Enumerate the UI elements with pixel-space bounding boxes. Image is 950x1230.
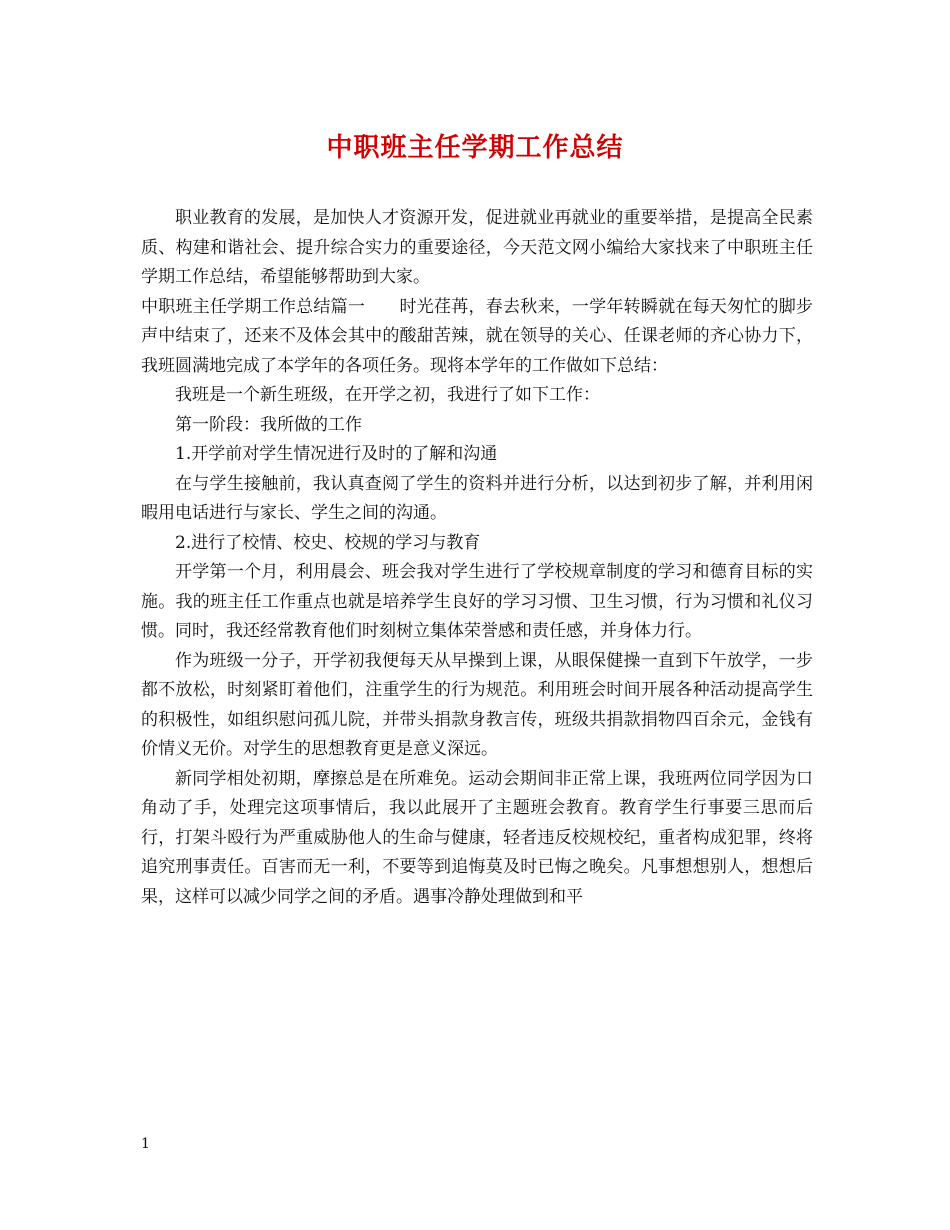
paragraph-intro: 职业教育的发展，是加快人才资源开发，促进就业再就业的重要举措，是提高全民素质、构建和谐社会、提升综合实力的重要途径，今天范文网小编给大家找来了中职班主任学期工作总结，希望能够帮助到大家。: [141, 208, 813, 287]
paragraph-new-classmates: 新同学相处初期，摩擦总是在所难免。运动会期间非正常上课，我班两位同学因为口角动了手，处理完这项事情后，我以此展开了主题班会教育。教育学生行事要三思而后行，打架斗殴行为严重威胁他人的生命与健康，轻者违反校规校纪，重者构成犯罪，终将追究刑事责任。百害而无一利，不要等到追悔莫及时已悔之晚矣。凡事想想别人，想想后果，这样可以减少同学之间的矛盾。遇事冷静处理做到和平: [141, 768, 813, 907]
heading-item-1: 1.开学前对学生情况进行及时的了解和沟通: [175, 444, 498, 464]
heading-item-2: 2.进行了校情、校史、校规的学习与教育: [175, 532, 481, 553]
document-title: 中职班主任学期工作总结: [326, 133, 624, 163]
page-number: 1: [141, 1136, 150, 1152]
paragraph-section-one-opening: 中职班主任学期工作总结篇一 时光荏苒，春去秋来，一学年转瞬就在每天匆忙的脚步声中结束了，还来不及体会其中的酸甜苦辣，就在领导的关心、任课老师的齐心协力下，我班圆满地完成了本学年的各项任务。现将本学年的工作做如下总结：: [141, 296, 813, 376]
paragraph-item-2: 开学第一个月，利用晨会、班会我对学生进行了学校规章制度的学习和德育目标的实施。我的班主任工作重点也就是培养学生良好的学习习惯、卫生习惯，行为习惯和礼仪习惯。同时，我还经常教育他们时刻树立集体荣誉感和责任感，并身体力行。: [141, 562, 813, 641]
heading-stage-one: 第一阶段：我所做的工作: [175, 414, 362, 435]
paragraph-class-member: 作为班级一分子，开学初我便每天从早操到上课，从眼保健操一直到下午放学，一步都不放松，时刻紧盯着他们，注重学生的行为规范。利用班会时间开展各种活动提高学生的积极性，如组织慰问孤儿院，并带头捐款身教言传，班级共捐款捐物四百余元，金钱有价情义无价。对学生的思想教育更是意义深远。: [141, 650, 813, 759]
paragraph-new-class: 我班是一个新生班级，在开学之初，我进行了如下工作：: [175, 385, 600, 405]
paragraph-item-1: 在与学生接触前，我认真查阅了学生的资料并进行分析，以达到初步了解，并利用闲暇用电话进行与家长、学生之间的沟通。: [141, 473, 813, 523]
document-body: [141, 204, 813, 912]
